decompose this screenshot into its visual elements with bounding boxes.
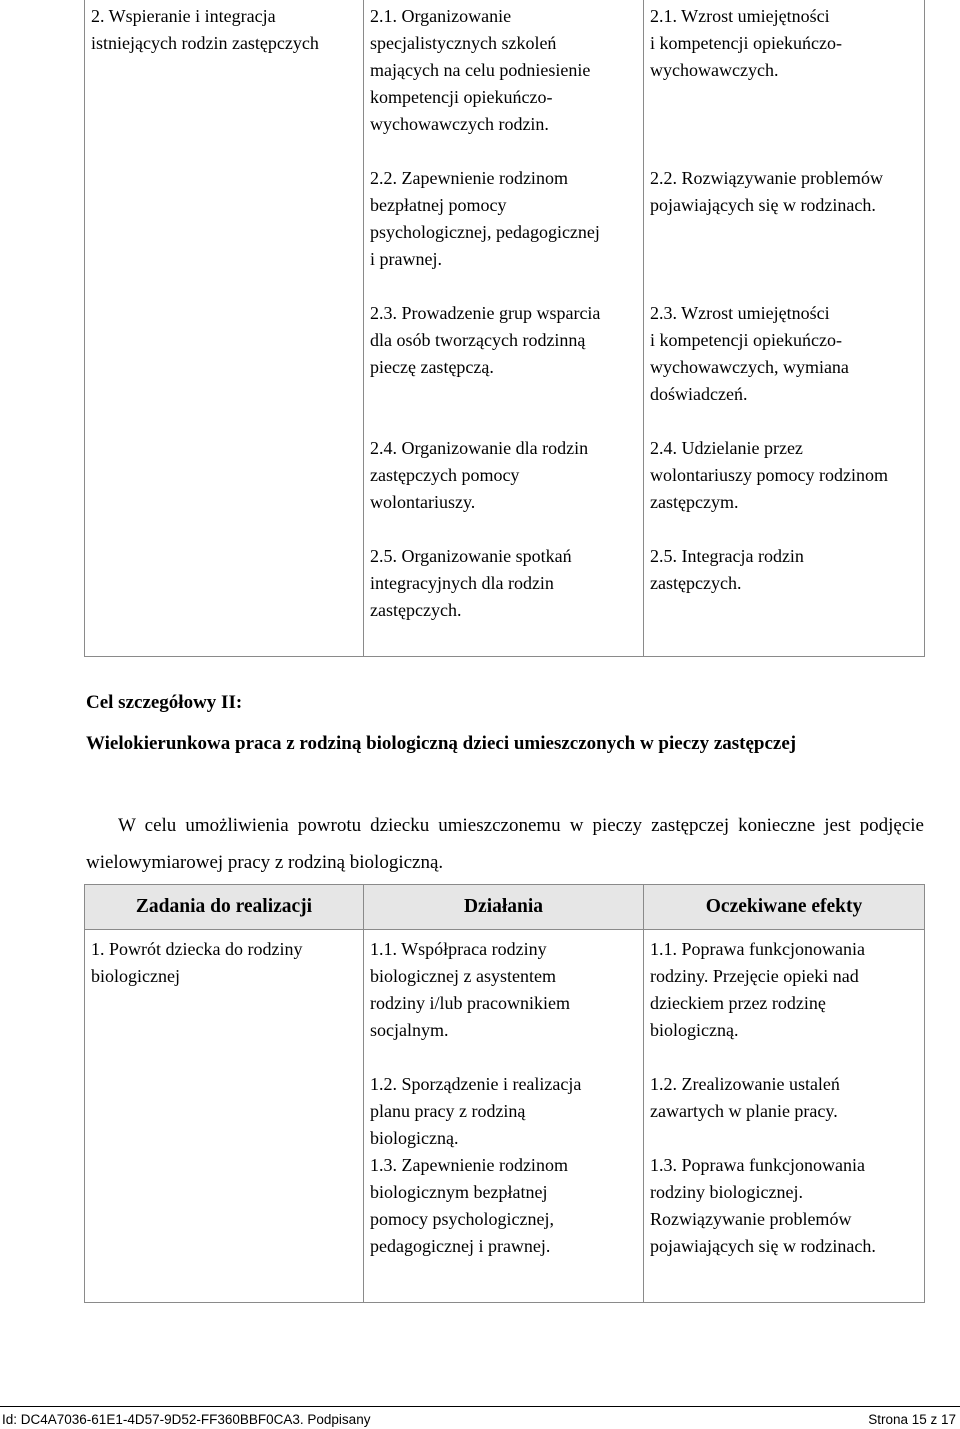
text-line: 2.1. Wzrost umiejętności: [650, 6, 830, 26]
text-line: 2.2. Rozwiązywanie problemów: [650, 168, 883, 188]
text-line: kompetencji opiekuńczo-: [370, 87, 553, 107]
text-line: 1.3. Poprawa funkcjonowania: [650, 1155, 865, 1175]
text-line: Rozwiązywanie problemów: [650, 1209, 852, 1229]
table-row: [85, 0, 925, 657]
column-header-effects: Oczekiwane efekty: [644, 885, 925, 930]
text-line: i kompetencji opiekuńczo-: [650, 33, 842, 53]
text-line: zastępczych.: [650, 573, 742, 593]
text-line: rodziny. Przejęcie opieki nad: [650, 966, 859, 986]
text-line: biologicznym bezpłatnej: [370, 1182, 548, 1202]
text-line: 2.4. Organizowanie dla rodzin: [370, 438, 589, 458]
task-line: istniejących rodzin zastępczych: [91, 33, 319, 53]
text-line: dla osób tworzących rodzinną: [370, 330, 586, 350]
text-line: 1.2. Zrealizowanie ustaleń: [650, 1074, 840, 1094]
text-line: pomocy psychologicznej,: [370, 1209, 554, 1229]
text-line: wychowawczych, wymiana: [650, 357, 849, 377]
text-line: doświadczeń.: [650, 384, 748, 404]
page-number: Strona 15 z 17: [868, 1412, 956, 1427]
text-line: 2.5. Organizowanie spotkań: [370, 546, 572, 566]
text-line: 1.2. Sporządzenie i realizacja: [370, 1074, 582, 1094]
text-line: socjalnym.: [370, 1020, 449, 1040]
text-line: psychologicznej, pedagogicznej: [370, 222, 600, 242]
column-header-actions: Działania: [364, 885, 644, 930]
action-1-2: [370, 1071, 637, 1152]
text-line: biologiczną.: [370, 1128, 459, 1148]
effect-2-4: [650, 435, 918, 516]
action-2-5: [370, 543, 637, 624]
text-line: biologicznej z asystentem: [370, 966, 556, 986]
text-line: wychowawczych rodzin.: [370, 114, 549, 134]
action-2-1: [370, 3, 637, 138]
text-line: integracyjnych dla rodzin: [370, 573, 554, 593]
effects-cell: [644, 930, 925, 1303]
action-1-1: [370, 936, 637, 1044]
text-line: 2.2. Zapewnienie rodzinom: [370, 168, 568, 188]
section-title: Wielokierunkowa praca z rodziną biologiczną dzieci umieszczonych w pieczy zastępczej: [86, 733, 797, 754]
effect-1-3: [650, 1152, 918, 1260]
text-line: 2.5. Integracja rodzin: [650, 546, 804, 566]
text-line: zastępczym.: [650, 492, 739, 512]
page-footer: [0, 1406, 960, 1429]
document-id: Id: DC4A7036-61E1-4D57-9D52-FF360BBF0CA3. Podpisany: [2, 1412, 371, 1427]
text-line: zawartych w planie pracy.: [650, 1101, 838, 1121]
effect-2-3: [650, 300, 918, 408]
effect-2-1: [650, 3, 918, 84]
text-line: wolontariuszy pomocy rodzinom: [650, 465, 888, 485]
text-line: 1.1. Poprawa funkcjonowania: [650, 939, 865, 959]
text-line: i prawnej.: [370, 249, 442, 269]
text-line: wychowawczych.: [650, 60, 779, 80]
section-label: Cel szczegółowy II:: [86, 692, 243, 713]
text-line: 2.3. Wzrost umiejętności: [650, 303, 830, 323]
goals-table-continued: [84, 0, 925, 657]
text-line: 2.1. Organizowanie: [370, 6, 512, 26]
effect-1-1: [650, 936, 918, 1044]
text-line: zastępczych.: [370, 600, 462, 620]
text-line: 1.3. Zapewnienie rodzinom: [370, 1155, 568, 1175]
text-line: pedagogicznej i prawnej.: [370, 1236, 551, 1256]
text-line: zastępczych pomocy: [370, 465, 520, 485]
effects-cell: [644, 0, 925, 657]
text-line: bezpłatnej pomocy: [370, 195, 507, 215]
text-line: i kompetencji opiekuńczo-: [650, 330, 842, 350]
action-2-2: [370, 165, 637, 273]
task-line: biologicznej: [91, 966, 180, 986]
text-line: mających na celu podniesienie: [370, 60, 591, 80]
actions-cell: [364, 0, 644, 657]
text-line: 2.4. Udzielanie przez: [650, 438, 803, 458]
effect-2-2: [650, 165, 918, 219]
action-1-3: [370, 1152, 637, 1260]
actions-cell: [364, 930, 644, 1303]
text-line: specjalistycznych szkoleń: [370, 33, 557, 53]
intro-paragraph: W celu umożliwienia powrotu dziecku umieszczonemu w pieczy zastępczej konieczne jest podjęcie wielowymiarowej pracy z rodziną biologiczną.: [86, 815, 924, 873]
table-row: [85, 930, 925, 1303]
text-line: dzieckiem przez rodzinę: [650, 993, 826, 1013]
text-line: pieczę zastępczą.: [370, 357, 494, 377]
task-cell: [85, 0, 364, 657]
text-line: 2.3. Prowadzenie grup wsparcia: [370, 303, 601, 323]
text-line: wolontariuszy.: [370, 492, 476, 512]
table-header-row: [85, 885, 925, 930]
text-line: 1.1. Współpraca rodziny: [370, 939, 547, 959]
column-header-tasks: Zadania do realizacji: [85, 885, 364, 930]
text-line: planu pracy z rodziną: [370, 1101, 526, 1121]
action-2-3: [370, 300, 637, 381]
goals-table: [84, 884, 925, 1303]
text-line: rodziny biologicznej.: [650, 1182, 803, 1202]
effect-2-5: [650, 543, 918, 597]
task-line: 1. Powrót dziecka do rodziny: [91, 939, 303, 959]
action-2-4: [370, 435, 637, 516]
text-line: pojawiających się w rodzinach.: [650, 195, 876, 215]
text-line: rodziny i/lub pracownikiem: [370, 993, 570, 1013]
effect-1-2: [650, 1071, 918, 1125]
text-line: biologiczną.: [650, 1020, 739, 1040]
text-line: pojawiających się w rodzinach.: [650, 1236, 876, 1256]
task-cell: [85, 930, 364, 1303]
task-line: 2. Wspieranie i integracja: [91, 6, 276, 26]
